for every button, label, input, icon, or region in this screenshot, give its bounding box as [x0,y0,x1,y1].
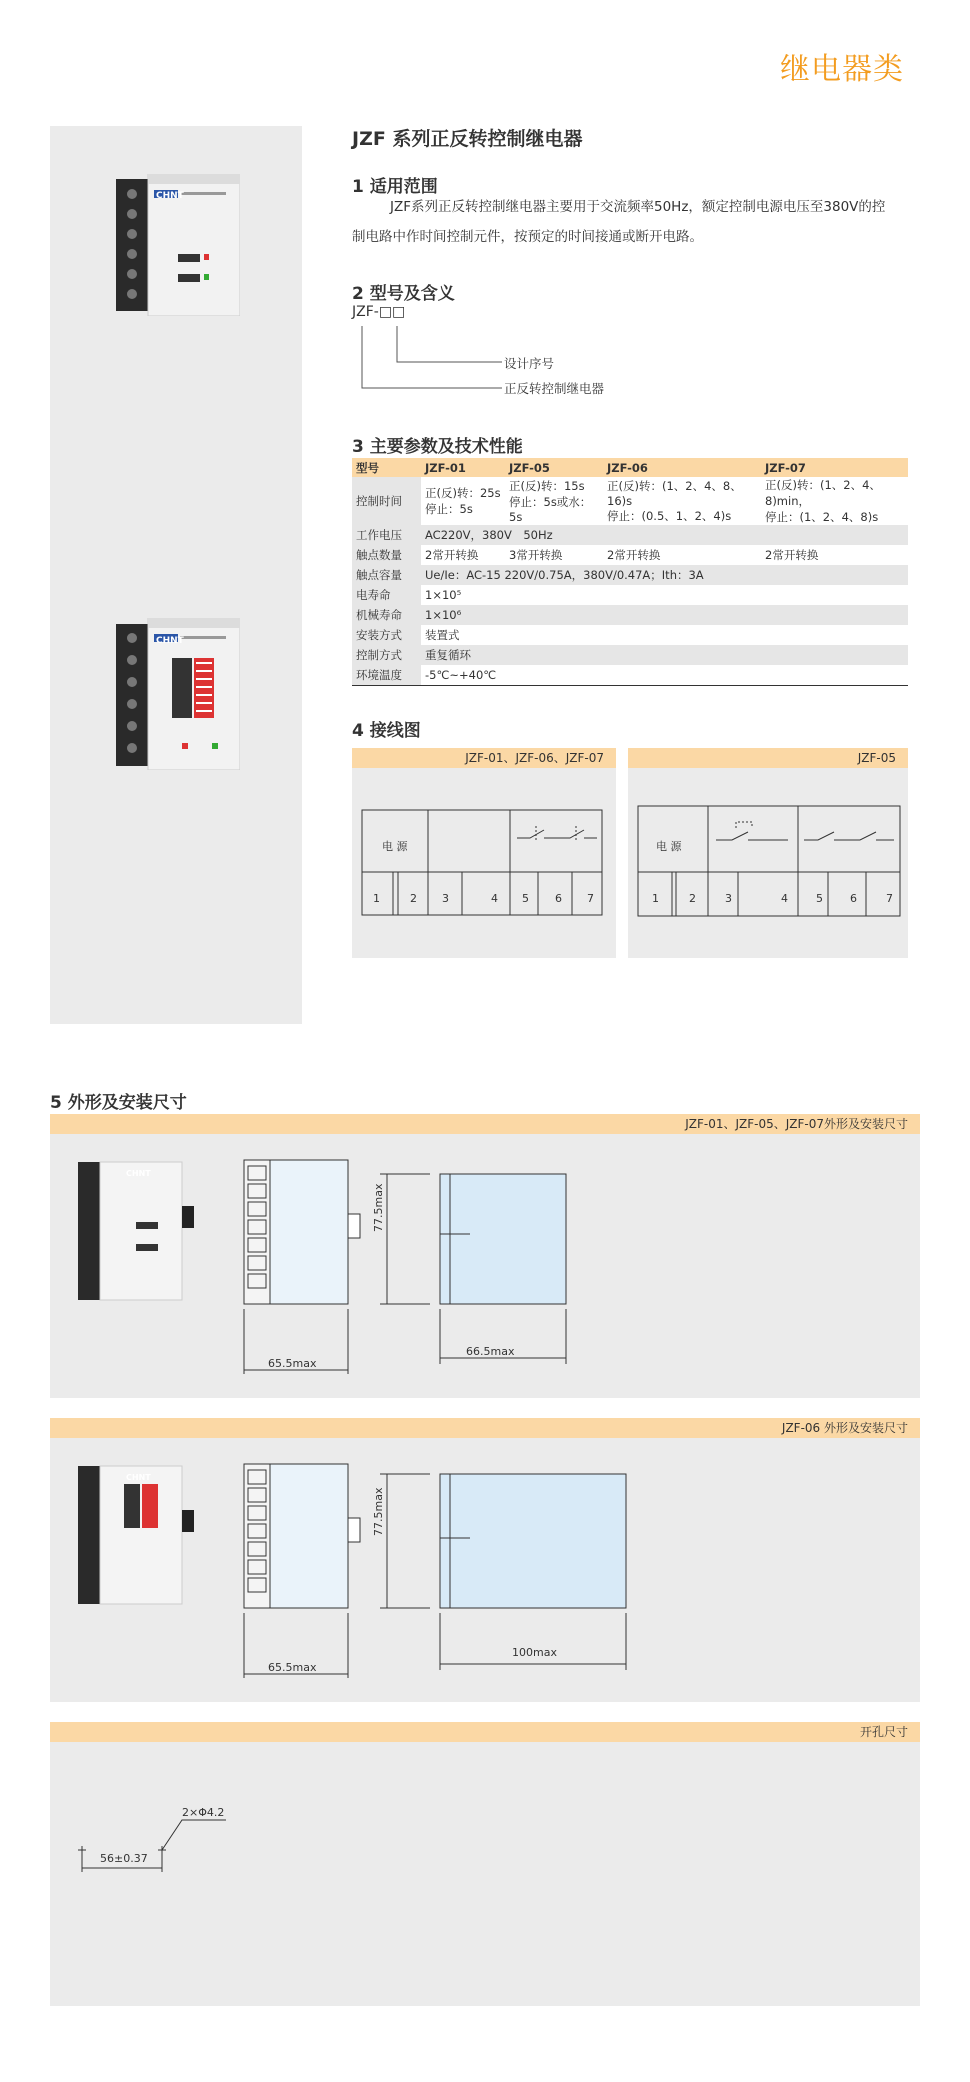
table-row [352,665,908,685]
category-title: 继电器类 [780,52,904,87]
dim-width-2: 65.5max [268,1661,317,1674]
row-label: 工作电压 [352,525,421,545]
cell: 1×10⁵ [421,585,908,605]
cell: 2常开转换 [421,545,505,565]
table-row [352,477,908,525]
cell: 停止：5s [425,502,473,516]
table-row [352,645,908,665]
cell: 3常开转换 [505,545,603,565]
dim-width-1: 65.5max [268,1357,317,1370]
terminal-6: 6 [850,892,857,905]
terminal-7: 7 [587,892,594,905]
dims-bar-3: 开孔尺寸 [50,1722,920,1742]
terminal-3: 3 [725,892,732,905]
section2-heading: 2 型号及含义 [352,284,455,304]
terminal-5: 5 [816,892,823,905]
cell: 正(反)转：25s [425,486,501,500]
dim-height-2: 77.5max [372,1487,385,1536]
table-row [352,605,908,625]
cell: AC220V，380V 50Hz [421,525,908,545]
dim-height-1: 77.5max [372,1183,385,1232]
section1-line2: 制电路中作时间控制元件，按预定的时间接通或断开电路。 [352,229,703,245]
section3-heading: 3 主要参数及技术性能 [352,437,523,457]
row-label: 电寿命 [352,585,421,605]
dims-bar-2: JZF-06 外形及安装尺寸 [50,1418,920,1438]
hole-distance: 56±0.37 [100,1852,148,1865]
cell: 正(反)转：(1、2、4、8)min， [765,478,881,508]
section4-heading: 4 接线图 [352,721,421,741]
parameter-table [352,458,908,686]
cell: -5℃~+40℃ [421,665,908,685]
cell: 重复循环 [421,645,908,665]
power-label-left: 电 源 [382,840,408,853]
terminal-2: 2 [410,892,417,905]
row-label: 环境温度 [352,665,421,685]
terminal-3: 3 [442,892,449,905]
brand-logo-1: CHNT [156,191,184,201]
table-row [352,625,908,645]
dims-panel-2 [50,1438,920,1702]
section1-heading: 1 适用范围 [352,177,438,197]
terminal-4: 4 [781,892,788,905]
cell: 2常开转换 [761,545,908,565]
brand-logo-4: CHNT [126,1473,151,1482]
row-label: 控制方式 [352,645,421,665]
wiring-diagram-right [628,768,908,958]
brand-logo-3: CHNT [126,1169,151,1178]
power-label-right: 电 源 [656,840,682,853]
cell: 2常开转换 [603,545,761,565]
cell: 停止：(1、2、4、8)s [765,510,879,524]
brand-logo-2: CHNT [156,636,184,646]
wiring-label-right: JZF-05 [628,748,908,768]
cell: 停止：5s或水：5s [509,495,592,524]
cell: Ue/Ie：AC-15 220V/0.75A，380V/0.47A；Ith：3A [421,565,908,585]
table-row [352,585,908,605]
dims-panel-1 [50,1134,920,1398]
header-cell: JZF-07 [761,458,908,477]
label-relay-type: 正反转控制继电器 [504,381,605,396]
header-cell: JZF-05 [505,458,603,477]
cell: 1×10⁶ [421,605,908,625]
terminal-1: 1 [652,892,659,905]
model-code: JZF-□□ [352,304,406,320]
header-cell: 型号 [352,458,421,477]
terminal-2: 2 [689,892,696,905]
row-label: 控制时间 [352,477,421,525]
header-cell: JZF-06 [603,458,761,477]
terminal-7: 7 [886,892,893,905]
label-design-number: 设计序号 [504,356,555,371]
table-row [352,545,908,565]
terminal-5: 5 [522,892,529,905]
hole-panel [50,1742,920,2006]
terminal-1: 1 [373,892,380,905]
product-title: JZF 系列正反转控制继电器 [352,128,583,150]
cell: 正(反)转：15s [509,479,585,493]
row-label: 触点数量 [352,545,421,565]
cell: 停止：(0.5、1、2、4)s [607,509,732,523]
row-label: 触点容量 [352,565,421,585]
row-label: 安装方式 [352,625,421,645]
terminal-6: 6 [555,892,562,905]
terminal-4: 4 [491,892,498,905]
section5-heading: 5 外形及安装尺寸 [50,1093,187,1113]
wiring-label-left: JZF-01、JZF-06、JZF-07 [352,748,616,768]
table-row [352,565,908,585]
wiring-diagram-left [352,768,616,958]
header-cell: JZF-01 [421,458,505,477]
dim-depth-1: 66.5max [466,1345,515,1358]
table-header-row [352,458,908,477]
section1-line1: JZF系列正反转控制继电器主要用于交流频率50Hz，额定控制电源电压至380V的控 [390,199,886,215]
cell: 装置式 [421,625,908,645]
cell: 正(反)转：(1、2、4、8、16)s [607,479,742,508]
dims-bar-1: JZF-01、JZF-05、JZF-07外形及安装尺寸 [50,1114,920,1134]
dim-depth-2: 100max [512,1646,557,1659]
table-row [352,525,908,545]
hole-diameter: 2×Φ4.2 [182,1806,225,1819]
row-label: 机械寿命 [352,605,421,625]
